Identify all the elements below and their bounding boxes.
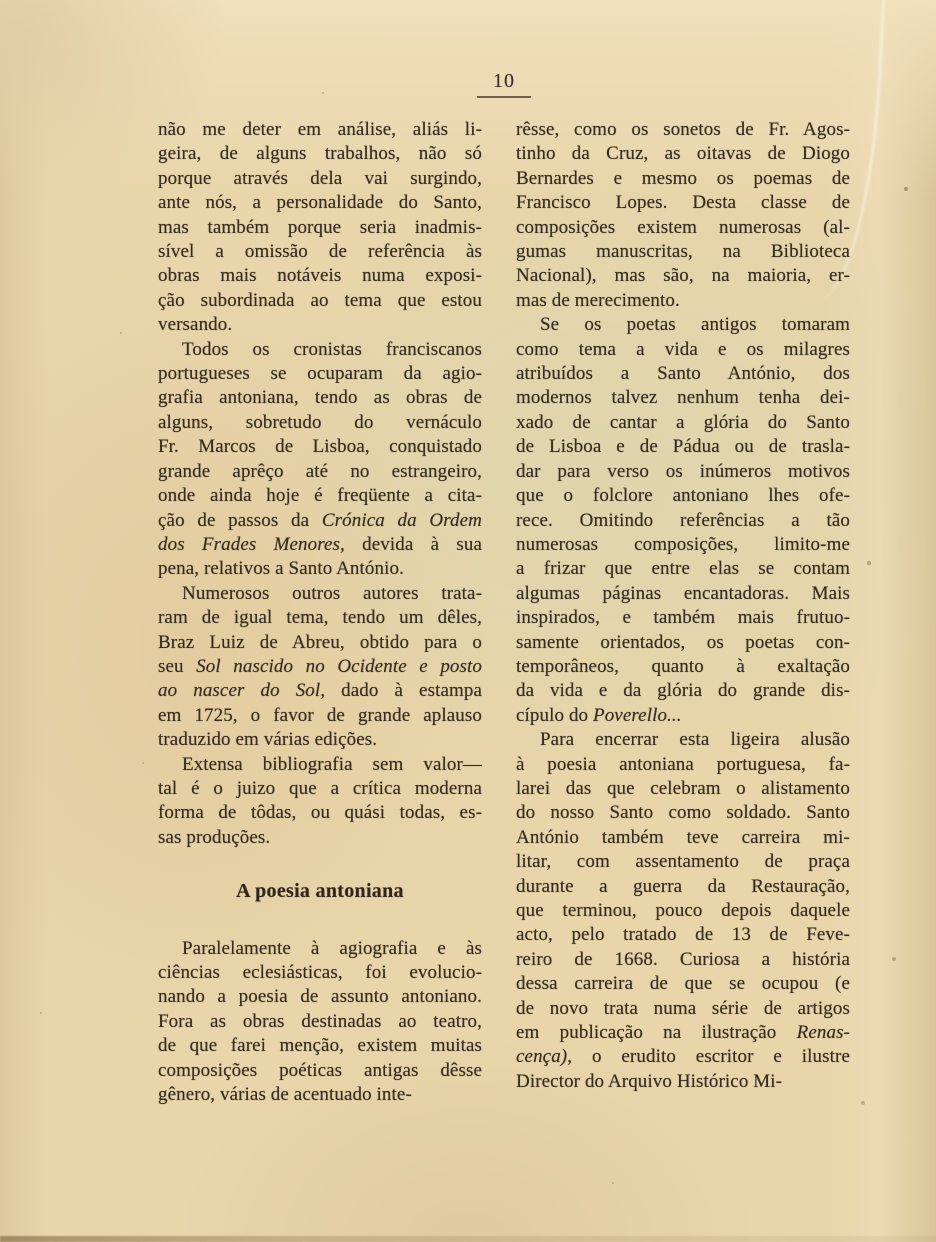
- page-bottom-edge: [0, 1236, 936, 1242]
- text-line: do nosso Santo como soldado. Santo: [516, 802, 850, 824]
- text-line: gênero, várias de acentuado inte-: [158, 1084, 412, 1106]
- right-column: [516, 118, 850, 1107]
- text-line: litar, com assentamento de praça: [516, 851, 850, 873]
- text-line: reiro de 1668. Curiosa a história: [516, 948, 850, 970]
- text-line: tal é o juizo que a crítica moderna: [158, 777, 482, 799]
- text-line: Director do Arquivo Histórico Mi-: [516, 1070, 783, 1092]
- paragraph: [158, 338, 482, 582]
- text-line: mas de merecimento.: [516, 289, 680, 311]
- text-line: portugueses se ocuparam da agio-: [158, 363, 482, 385]
- text-line: geira, de alguns trabalhos, não só: [158, 143, 482, 165]
- text-line: grande aprêço até no estrangeiro,: [158, 460, 482, 482]
- text-line: gumas manuscritas, na Biblioteca: [516, 241, 850, 263]
- text-line: ciências eclesiásticas, foi evolucio-: [158, 962, 482, 983]
- text-line: Braz Luiz de Abreu, obtido para o: [158, 631, 482, 653]
- text-line: à poesia antoniana portuguesa, fa-: [516, 753, 850, 775]
- text-line: como tema a vida e os milagres: [516, 338, 850, 360]
- text-line: xado de cantar a glória do Santo: [516, 411, 850, 433]
- text-line: temporâneos, quanto à exaltação: [516, 655, 850, 677]
- text-line: de que farei menção, existem muitas: [158, 1035, 482, 1057]
- text-line: traduzido em várias edições.: [158, 729, 378, 751]
- text-line: sas produções.: [158, 826, 271, 848]
- text-line: forma de tôdas, ou quási todas, es-: [158, 802, 482, 824]
- text-line: durante a guerra da Restauração,: [516, 875, 850, 897]
- text-line: Numerosos outros autores trata-: [182, 582, 482, 604]
- text-line: não me deter em análise, aliás li-: [158, 119, 482, 140]
- text-line: atribuídos a Santo António, dos: [516, 363, 850, 385]
- text-line: Todos os cronistas franciscanos: [182, 338, 482, 360]
- text-line: alguns, sobretudo do vernáculo: [158, 411, 482, 433]
- text-line: Para encerrar esta ligeira alusão: [540, 729, 850, 751]
- text-line: dessa carreira de que se ocupou (e: [516, 973, 850, 995]
- text-line: acto, pelo tratado de 13 de Feve-: [516, 924, 850, 946]
- text-line: ao nascer do Sol, dado à estampa: [158, 680, 482, 702]
- text-line: Se os poetas antigos tomaram: [540, 314, 850, 336]
- text-line: onde ainda hoje é freqüente a cita-: [158, 485, 482, 507]
- text-line: seu Sol nascido no Ocidente e posto: [158, 655, 483, 677]
- text-line: a frizar que entre elas se contam: [516, 558, 850, 580]
- text-line: ante nós, a personalidade do Santo,: [158, 192, 482, 214]
- text-line: larei das que celebram o alistamento: [516, 777, 850, 799]
- text-line: ção de passos da Crónica da Ordem: [158, 509, 482, 531]
- paragraph: [516, 313, 850, 728]
- text-line: cípulo do Poverello...: [516, 704, 682, 726]
- text-line: dos Frades Menores, devida à sua: [158, 533, 482, 555]
- paper-specks: [0, 0, 2, 2]
- text-line: composições existem numerosas (al-: [516, 216, 850, 238]
- paragraph: [516, 728, 850, 1094]
- page-header: [158, 70, 850, 98]
- text-line: obras mais notáveis numa exposi-: [158, 265, 482, 287]
- text-line: algumas páginas encantadoras. Mais: [516, 582, 850, 604]
- text-line: grafia antoniana, tendo as obras de: [158, 387, 482, 409]
- text-line: mas também porque seria inadmis-: [158, 216, 482, 238]
- text-line: Nacional), mas são, na maioria, er-: [516, 265, 850, 287]
- text-line: dar para verso os inúmeros motivos: [516, 460, 850, 482]
- text-line: ção subordinada ao tema que estou: [158, 289, 482, 311]
- section-heading: A poesia antoniana: [236, 880, 404, 903]
- text-line: numerosas composições, limito-me: [516, 533, 850, 555]
- text-line: porque através dela vai surgindo,: [158, 167, 482, 189]
- paragraph: [158, 937, 482, 1108]
- paragraph: [516, 118, 850, 313]
- text-line: samente orientados, os poetas con-: [516, 631, 850, 653]
- text-line: da vida e da glória do grande dis-: [516, 680, 850, 702]
- paragraph: [158, 582, 482, 753]
- text-line: tinho da Cruz, as oitavas de Diogo: [516, 143, 850, 165]
- text-line: ram de igual tema, tendo um dêles,: [158, 607, 482, 629]
- text-line: Paralelamente à agiografia e às: [182, 937, 482, 959]
- text-line: em publicação na ilustração Renas-: [516, 1022, 850, 1044]
- text-line: nando a poesia de assunto antoniano.: [158, 986, 482, 1008]
- text-line: sível a omissão de referência às: [158, 241, 482, 263]
- text-line: Bernardes e mesmo os poemas de: [516, 167, 850, 189]
- text-line: António também teve carreira mi-: [516, 826, 850, 848]
- text-line: rêsse, como os sonetos de Fr. Agos-: [516, 119, 850, 140]
- text-line: modernos talvez nenhum tenha dei-: [516, 387, 850, 409]
- page-number: 10: [477, 70, 531, 98]
- text-line: Fr. Marcos de Lisboa, conquistado: [158, 436, 482, 458]
- text-line: em 1725, o favor de grande aplauso: [158, 704, 482, 726]
- paragraph: [158, 753, 482, 851]
- text-line: que o folclore antoniano lhes ofe-: [516, 485, 850, 507]
- text-line: de Lisboa e de Pádua ou de trasla-: [516, 436, 850, 458]
- paragraph: [158, 118, 482, 338]
- text-line: composições poéticas antigas dêsse: [158, 1059, 482, 1081]
- text-line: que terminou, pouco depois daquele: [516, 900, 850, 921]
- text-line: rece. Omitindo referências a tão: [516, 509, 850, 531]
- text-line: inspirados, e também mais frutuo-: [516, 607, 850, 629]
- left-column: [158, 118, 482, 1107]
- text-line: pena, relativos a Santo António.: [158, 558, 404, 580]
- text-line: Fora as obras destinadas ao teatro,: [158, 1010, 482, 1032]
- text-line: cença), o erudito escritor e ilustre: [516, 1046, 850, 1068]
- text-line: Extensa bibliografia sem valor—: [182, 753, 482, 775]
- text-columns: [158, 118, 850, 1107]
- text-line: Francisco Lopes. Desta classe de: [516, 192, 850, 214]
- text-line: de novo trata numa série de artigos: [516, 997, 850, 1019]
- text-line: versando.: [158, 314, 233, 336]
